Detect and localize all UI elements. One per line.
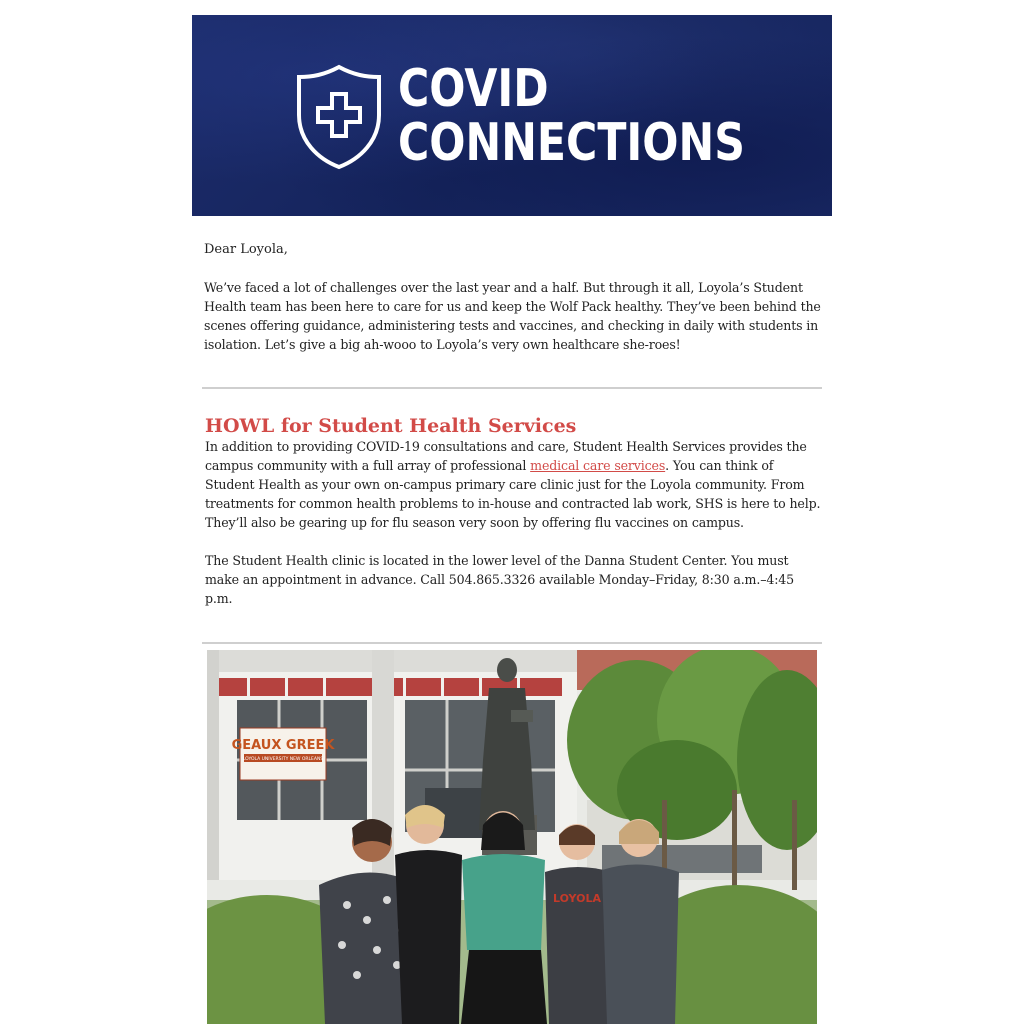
banner-title-line1: COVID (398, 59, 549, 119)
staff-photo (207, 650, 817, 1024)
banner-title-line2: CONNECTIONS (398, 113, 745, 173)
section-paragraph-1 (205, 437, 821, 532)
divider (202, 387, 822, 389)
email-body (192, 15, 832, 644)
intro-paragraph: We’ve faced a lot of challenges over the last year and a half. But through it all, Loyola’s Student Health team has been here to care for us and keep the Wolf Pack healthy. They’ve been behind the scenes offering guidance, administering tests and vaccines, and checking in daily with students in isolation. Let’s give a big ah-wooo to Loyola’s very own healthcare she-roes! (204, 280, 821, 352)
shield-cross-icon (294, 63, 384, 171)
sign-subtext: LOYOLA UNIVERSITY NEW ORLEANS (242, 757, 324, 762)
paragraph-text: In addition to providing COVID-19 consultations and care, Student Health Services provides the campus community with a full array of professional (205, 439, 807, 473)
section-title: HOWL for Student Health Services (205, 415, 577, 437)
content (192, 240, 832, 644)
shirt-text: LOYOLA (552, 892, 602, 905)
header-banner (192, 15, 832, 216)
divider (202, 642, 822, 644)
greeting: Dear Loyola, (204, 242, 288, 257)
medical-care-services-link[interactable]: medical care services (530, 458, 666, 473)
sign-text: GEAUX GREEK (231, 738, 335, 753)
paragraph-text: . You can think of Student Health as your own on-campus primary care clinic just for the Loyola community. From treatments for common health problems to in-house and contracted lab work, SHS is here to help. They’ll also be gearing up for flu season very soon by offering flu vaccines on campus. (205, 458, 821, 530)
banner-title (398, 59, 745, 173)
section-paragraph-2: The Student Health clinic is located in the lower level of the Danna Student Center. You must make an appointment in advance. Call 504.865.3326 available Monday–Friday, 8:30 a.m.–4:45 p.m. (205, 553, 795, 606)
student-health-section (204, 415, 820, 608)
staff-photo-illustration (207, 650, 817, 1024)
